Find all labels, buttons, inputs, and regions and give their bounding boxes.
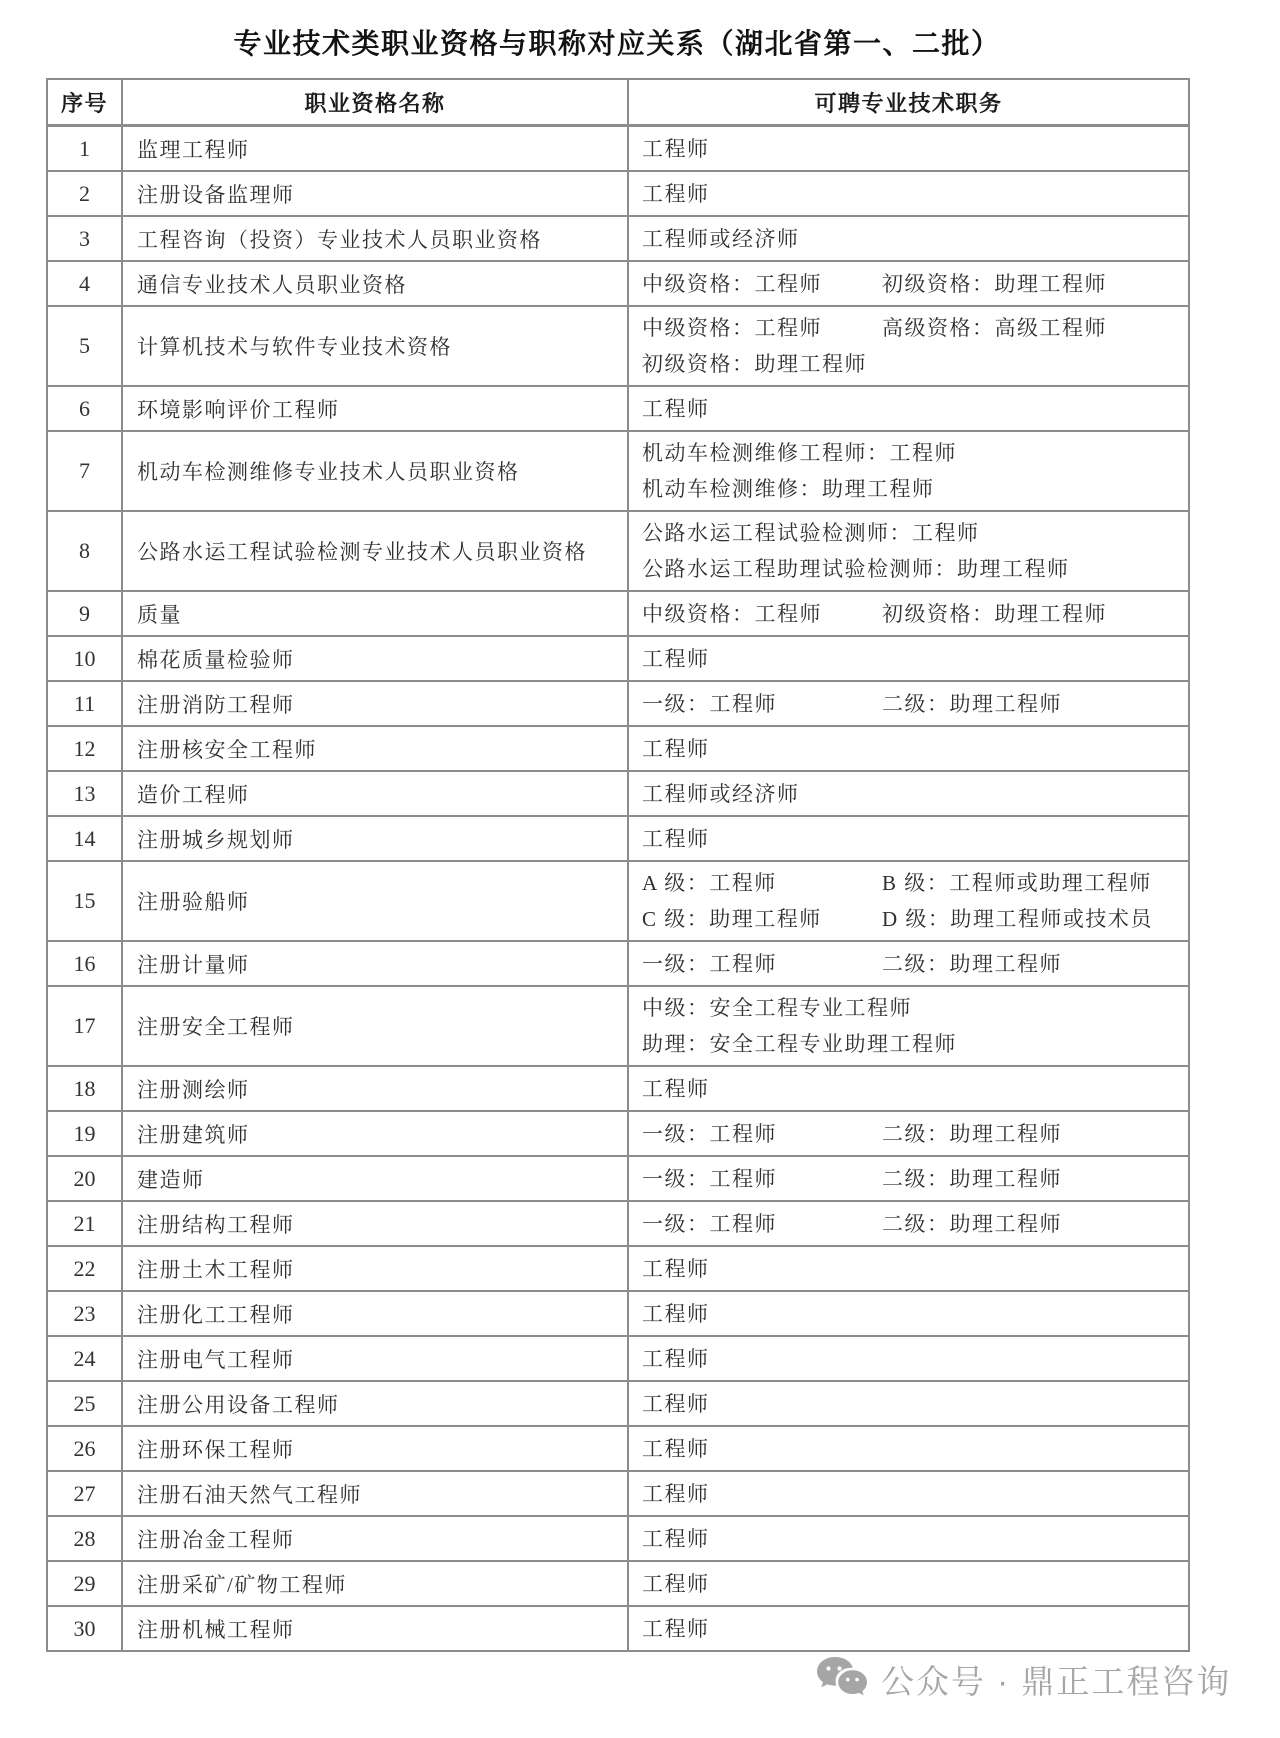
qualification-name-cell: 注册计量师 xyxy=(122,941,628,986)
row-index-cell: 29 xyxy=(47,1561,122,1606)
row-index-cell: 7 xyxy=(47,431,122,511)
duty-line xyxy=(642,1026,1188,1062)
duty-line xyxy=(642,865,1188,901)
duty-segment: 二级：助理工程师 xyxy=(882,951,1062,976)
duty-segment: 二级：助理工程师 xyxy=(882,1211,1062,1236)
duty-cell xyxy=(628,1471,1189,1516)
duty-line xyxy=(642,176,1188,212)
qualification-name-cell: 工程咨询（投资）专业技术人员职业资格 xyxy=(122,216,628,261)
qualification-name-cell: 注册消防工程师 xyxy=(122,681,628,726)
duty-segment: 助理：安全工程专业助理工程师 xyxy=(642,1032,957,1056)
page-title: 专业技术类职业资格与职称对应关系（湖北省第一、二批） xyxy=(233,29,1001,60)
duty-line xyxy=(642,1431,1188,1467)
duty-segment: 工程师 xyxy=(642,396,710,421)
duty-cell xyxy=(628,1606,1189,1651)
qualification-name-cell: 注册石油天然气工程师 xyxy=(122,1471,628,1516)
watermark xyxy=(815,1655,1231,1703)
duty-segment: 工程师 xyxy=(642,1301,710,1326)
row-index-cell: 17 xyxy=(47,986,122,1066)
duty-cell xyxy=(628,986,1189,1066)
qualification-name-cell: 注册电气工程师 xyxy=(122,1336,628,1381)
table-row xyxy=(47,591,1189,636)
duty-segment: 工程师 xyxy=(642,1526,710,1551)
duty-cell xyxy=(628,1561,1189,1606)
duty-cell xyxy=(628,511,1189,591)
duty-segment: 工程师 xyxy=(642,1616,710,1641)
duty-segment: 工程师 xyxy=(642,1481,710,1506)
duty-cell xyxy=(628,126,1189,172)
duty-cell xyxy=(628,726,1189,771)
duty-line xyxy=(642,435,1188,471)
duty-segment: 工程师 xyxy=(642,1391,710,1416)
duty-line xyxy=(642,946,1188,982)
row-index-cell: 27 xyxy=(47,1471,122,1516)
duty-segment: 工程师 xyxy=(642,1256,710,1281)
duty-line xyxy=(642,266,1188,302)
row-index-cell: 2 xyxy=(47,171,122,216)
qualification-name-cell: 通信专业技术人员职业资格 xyxy=(122,261,628,306)
duty-cell xyxy=(628,816,1189,861)
duty-segment: B 级：工程师或助理工程师 xyxy=(882,871,1152,895)
table-row xyxy=(47,1111,1189,1156)
duty-cell xyxy=(628,591,1189,636)
row-index-cell: 24 xyxy=(47,1336,122,1381)
duty-segment: 工程师 xyxy=(642,136,710,161)
duty-segment: A 级：工程师 xyxy=(642,871,777,895)
col-header-duty: 可聘专业技术职务 xyxy=(628,79,1189,126)
duty-segment: 一级：工程师 xyxy=(642,1211,777,1236)
duty-segment: 工程师或经济师 xyxy=(642,781,800,806)
row-index-cell: 18 xyxy=(47,1066,122,1111)
duty-segment: 中级资格：工程师 xyxy=(642,316,822,340)
duty-cell xyxy=(628,1156,1189,1201)
table-row xyxy=(47,726,1189,771)
duty-segment: 机动车检测维修工程师：工程师 xyxy=(642,441,957,465)
table-row xyxy=(47,1246,1189,1291)
qualification-name-cell: 质量 xyxy=(122,591,628,636)
duty-segment: 初级资格：助理工程师 xyxy=(642,352,867,376)
duty-segment: 高级资格：高级工程师 xyxy=(882,316,1107,340)
duty-segment: 中级：安全工程专业工程师 xyxy=(642,996,912,1020)
row-index-cell: 11 xyxy=(47,681,122,726)
qualification-name-cell: 注册核安全工程师 xyxy=(122,726,628,771)
table-row xyxy=(47,636,1189,681)
duty-cell xyxy=(628,636,1189,681)
duty-line xyxy=(642,346,1188,382)
duty-segment: 公路水运工程助理试验检测师：助理工程师 xyxy=(642,557,1070,581)
row-index-cell: 30 xyxy=(47,1606,122,1651)
table-row xyxy=(47,1156,1189,1201)
duty-cell xyxy=(628,431,1189,511)
qualification-name-cell: 注册验船师 xyxy=(122,861,628,941)
table-row xyxy=(47,1606,1189,1651)
qualification-name-cell: 注册化工工程师 xyxy=(122,1291,628,1336)
col-header-qualification-name: 职业资格名称 xyxy=(122,79,628,126)
row-index-cell: 10 xyxy=(47,636,122,681)
row-index-cell: 25 xyxy=(47,1381,122,1426)
wechat-icon xyxy=(815,1655,869,1703)
duty-line xyxy=(642,731,1188,767)
duty-line xyxy=(642,1341,1188,1377)
qualification-table xyxy=(46,78,1190,1652)
table-row xyxy=(47,1201,1189,1246)
row-index-cell: 26 xyxy=(47,1426,122,1471)
table-row xyxy=(47,1381,1189,1426)
row-index-cell: 8 xyxy=(47,511,122,591)
duty-segment: 中级资格：工程师 xyxy=(642,601,822,626)
duty-cell xyxy=(628,261,1189,306)
duty-cell xyxy=(628,306,1189,386)
table-row xyxy=(47,126,1189,172)
duty-segment: 公路水运工程试验检测师：工程师 xyxy=(642,521,980,545)
duty-cell xyxy=(628,1426,1189,1471)
duty-segment: 工程师 xyxy=(642,1076,710,1101)
duty-line xyxy=(642,776,1188,812)
table-row xyxy=(47,511,1189,591)
row-index-cell: 4 xyxy=(47,261,122,306)
row-index-cell: 16 xyxy=(47,941,122,986)
duty-cell xyxy=(628,1381,1189,1426)
qualification-name-cell: 注册采矿/矿物工程师 xyxy=(122,1561,628,1606)
qualification-name-cell: 注册建筑师 xyxy=(122,1111,628,1156)
duty-line xyxy=(642,821,1188,857)
table-row xyxy=(47,816,1189,861)
table-row xyxy=(47,306,1189,386)
table-row xyxy=(47,386,1189,431)
duty-segment: C 级：助理工程师 xyxy=(642,907,822,931)
duty-cell xyxy=(628,861,1189,941)
qualification-name-cell: 注册环保工程师 xyxy=(122,1426,628,1471)
duty-line xyxy=(642,1476,1188,1512)
col-header-index: 序号 xyxy=(47,79,122,126)
duty-line xyxy=(642,1251,1188,1287)
duty-segment: 工程师 xyxy=(642,646,710,671)
row-index-cell: 13 xyxy=(47,771,122,816)
duty-line xyxy=(642,596,1188,632)
duty-segment: 工程师或经济师 xyxy=(642,226,800,251)
duty-cell xyxy=(628,681,1189,726)
table-row xyxy=(47,261,1189,306)
duty-segment: 工程师 xyxy=(642,826,710,851)
qualification-name-cell: 机动车检测维修专业技术人员职业资格 xyxy=(122,431,628,511)
duty-segment: 中级资格：工程师 xyxy=(642,271,822,296)
duty-line xyxy=(642,310,1188,346)
table-row xyxy=(47,1066,1189,1111)
row-index-cell: 28 xyxy=(47,1516,122,1561)
duty-line xyxy=(642,1071,1188,1107)
duty-cell xyxy=(628,386,1189,431)
table-row xyxy=(47,171,1189,216)
duty-line xyxy=(642,1611,1188,1647)
duty-line xyxy=(642,1296,1188,1332)
duty-line xyxy=(642,471,1188,507)
row-index-cell: 1 xyxy=(47,126,122,172)
duty-segment: 工程师 xyxy=(642,1571,710,1596)
table-body xyxy=(47,126,1189,1652)
qualification-name-cell: 注册设备监理师 xyxy=(122,171,628,216)
row-index-cell: 12 xyxy=(47,726,122,771)
qualification-name-cell: 注册冶金工程师 xyxy=(122,1516,628,1561)
qualification-name-cell: 计算机技术与软件专业技术资格 xyxy=(122,306,628,386)
table-row xyxy=(47,986,1189,1066)
duty-line xyxy=(642,641,1188,677)
table-row xyxy=(47,431,1189,511)
table-row xyxy=(47,1426,1189,1471)
row-index-cell: 19 xyxy=(47,1111,122,1156)
row-index-cell: 3 xyxy=(47,216,122,261)
row-index-cell: 23 xyxy=(47,1291,122,1336)
row-index-cell: 5 xyxy=(47,306,122,386)
duty-segment: 工程师 xyxy=(642,736,710,761)
table-row xyxy=(47,1561,1189,1606)
table-row xyxy=(47,1336,1189,1381)
qualification-name-cell: 建造师 xyxy=(122,1156,628,1201)
duty-segment: 工程师 xyxy=(642,1346,710,1371)
duty-segment: 二级：助理工程师 xyxy=(882,1121,1062,1146)
duty-line xyxy=(642,1206,1188,1242)
duty-cell xyxy=(628,1336,1189,1381)
duty-segment: 工程师 xyxy=(642,1436,710,1461)
duty-segment: 初级资格：助理工程师 xyxy=(882,271,1107,296)
duty-cell xyxy=(628,1201,1189,1246)
duty-cell xyxy=(628,216,1189,261)
qualification-name-cell: 监理工程师 xyxy=(122,126,628,172)
table-row xyxy=(47,1471,1189,1516)
qualification-name-cell: 公路水运工程试验检测专业技术人员职业资格 xyxy=(122,511,628,591)
table-header-row xyxy=(47,79,1189,126)
duty-line xyxy=(642,901,1188,937)
duty-line xyxy=(642,1521,1188,1557)
qualification-name-cell: 造价工程师 xyxy=(122,771,628,816)
row-index-cell: 6 xyxy=(47,386,122,431)
table-row xyxy=(47,216,1189,261)
table-row xyxy=(47,771,1189,816)
duty-line xyxy=(642,551,1188,587)
duty-segment: 一级：工程师 xyxy=(642,1166,777,1191)
duty-cell xyxy=(628,171,1189,216)
duty-line xyxy=(642,515,1188,551)
table-row xyxy=(47,681,1189,726)
row-index-cell: 9 xyxy=(47,591,122,636)
duty-segment: 二级：助理工程师 xyxy=(882,1166,1062,1191)
table-row xyxy=(47,1516,1189,1561)
qualification-name-cell: 注册公用设备工程师 xyxy=(122,1381,628,1426)
row-index-cell: 14 xyxy=(47,816,122,861)
duty-segment: 一级：工程师 xyxy=(642,951,777,976)
qualification-name-cell: 注册测绘师 xyxy=(122,1066,628,1111)
table-row xyxy=(47,861,1189,941)
duty-cell xyxy=(628,771,1189,816)
qualification-name-cell: 棉花质量检验师 xyxy=(122,636,628,681)
duty-line xyxy=(642,1566,1188,1602)
duty-cell xyxy=(628,1516,1189,1561)
duty-segment: D 级：助理工程师或技术员 xyxy=(882,907,1153,931)
qualification-name-cell: 注册土木工程师 xyxy=(122,1246,628,1291)
row-index-cell: 21 xyxy=(47,1201,122,1246)
row-index-cell: 20 xyxy=(47,1156,122,1201)
duty-cell xyxy=(628,941,1189,986)
qualification-name-cell: 注册安全工程师 xyxy=(122,986,628,1066)
duty-line xyxy=(642,990,1188,1026)
watermark-text: 公众号 · 鼎正工程咨询 xyxy=(881,1662,1232,1700)
qualification-name-cell: 环境影响评价工程师 xyxy=(122,386,628,431)
duty-segment: 一级：工程师 xyxy=(642,691,777,716)
row-index-cell: 15 xyxy=(47,861,122,941)
duty-segment: 机动车检测维修：助理工程师 xyxy=(642,477,935,501)
duty-cell xyxy=(628,1066,1189,1111)
row-index-cell: 22 xyxy=(47,1246,122,1291)
table-row xyxy=(47,1291,1189,1336)
duty-line xyxy=(642,1116,1188,1152)
duty-line xyxy=(642,391,1188,427)
duty-segment: 一级：工程师 xyxy=(642,1121,777,1146)
duty-line xyxy=(642,131,1188,167)
duty-segment: 工程师 xyxy=(642,181,710,206)
duty-line xyxy=(642,1161,1188,1197)
duty-cell xyxy=(628,1291,1189,1336)
duty-line xyxy=(642,686,1188,722)
duty-cell xyxy=(628,1111,1189,1156)
duty-cell xyxy=(628,1246,1189,1291)
duty-segment: 初级资格：助理工程师 xyxy=(882,601,1107,626)
table-row xyxy=(47,941,1189,986)
duty-line xyxy=(642,1386,1188,1422)
qualification-name-cell: 注册结构工程师 xyxy=(122,1201,628,1246)
duty-segment: 二级：助理工程师 xyxy=(882,691,1062,716)
qualification-name-cell: 注册城乡规划师 xyxy=(122,816,628,861)
duty-line xyxy=(642,221,1188,257)
qualification-name-cell: 注册机械工程师 xyxy=(122,1606,628,1651)
